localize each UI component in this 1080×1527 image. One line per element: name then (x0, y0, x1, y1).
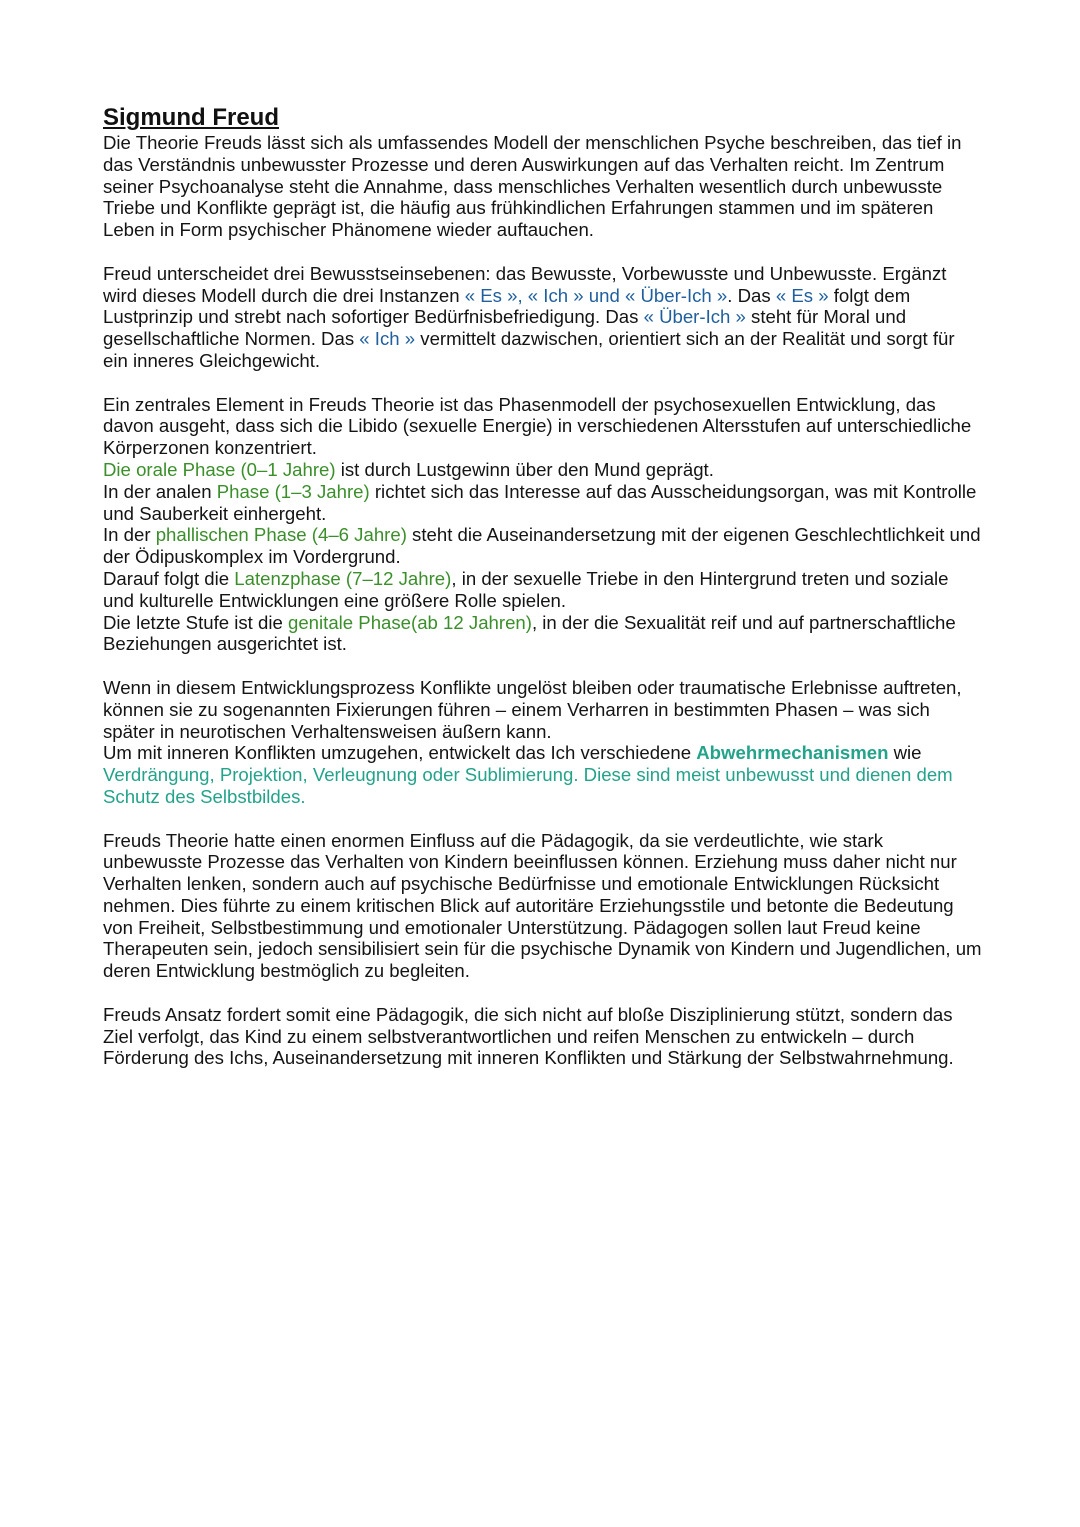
paragraph-fazit: Freuds Ansatz fordert somit eine Pädagogik, die sich nicht auf bloße Disziplinierung stützt, sondern das Ziel verfolgt, das Kind zu einem selbstverantwortlichen und reifen Menschen zu entwickeln – durch Förderung des Ichs, Auseinandersetzung mit inneren Konflikten und Stärkung der Selbstwahrnehmung. (103, 1003, 954, 1069)
paragraph-instanzen (103, 263, 983, 372)
highlight-latenzphase: Latenzphase (7–12 Jahre) (234, 567, 452, 589)
text-segment: , in der die Sexualität reif und auf partnerschaftliche Beziehungen ausgerichtet ist. (103, 611, 956, 655)
line-phallische-phase (103, 524, 983, 568)
highlight-ich: « Ich » (359, 328, 416, 350)
text-segment: In der analen (103, 480, 217, 502)
paragraph-paedagogik: Freuds Theorie hatte einen enormen Einfluss auf die Pädagogik, da sie verdeutlichte, wie stark unbewusste Prozesse das Verhalten von Kindern beeinflussen können. Erziehung muss daher nicht nur Verhalten lenken, sondern auch auf psychische Bedürfnisse und emotionale Entwicklungen Rücksicht nehmen. Dies führte zu einem kritischen Blick auf autoritäre Erziehungsstile und betonte die Bedeutung von Freiheit, Selbstbestimmung und emotionaler Unterstützung. Pädagogen sollen laut Freud keine Therapeuten sein, jedoch sensibilisiert sein für die psychische Dynamik von Kindern und Jugendlichen, um deren Entwicklung bestmöglich zu begleiten. (103, 829, 982, 982)
highlight-es: « Es » (775, 284, 829, 306)
highlight-orale-phase: Die orale Phase (0–1 Jahre) (103, 458, 336, 480)
text-segment: In der (103, 524, 156, 546)
text-segment: richtet sich das Interesse auf das Ausscheidungsorgan, was mit Kontrolle und Sauberkeit einhergeht. (103, 480, 977, 524)
text-segment: , in der sexuelle Triebe in den Hintergrund treten und soziale und kulturelle Entwicklungen eine größere Rolle spielen. (103, 567, 949, 611)
highlight-abwehrmechanismen: Abwehrmechanismen (696, 742, 889, 764)
text-segment: wie (888, 742, 922, 764)
text-segment: . Das (727, 284, 776, 306)
paragraph-fixierungen: Wenn in diesem Entwicklungsprozess Konflikte ungelöst bleiben oder traumatische Erlebnisse auftreten, können sie zu sogenannten Fixierungen führen – einem Verharren in bestimmten Phasen – was sich später in neurotischen Verhaltensweisen äußern kann. (103, 676, 962, 742)
text-segment: Darauf folgt die (103, 567, 235, 589)
text-segment: ist durch Lustgewinn über den Mund geprägt. (335, 458, 714, 480)
paragraph-intro: Die Theorie Freuds lässt sich als umfassendes Modell der menschlichen Psyche beschreiben, das tief in das Verständnis unbewusster Prozesse und deren Auswirkungen auf das Verhalten reicht. Im Zentrum seiner Psychoanalyse steht die Annahme, dass menschliches Verhalten wesentlich durch unbewusste Triebe und Konflikte geprägt ist, die häufig aus frühkindlichen Erfahrungen stammen und im späteren Leben in Form psychischer Phänomene wieder auftauchen. (103, 132, 962, 241)
paragraph-gap (103, 241, 983, 263)
page-title: Sigmund Freud (103, 104, 279, 131)
line-genitale-phase (103, 612, 983, 656)
text-segment: steht die Auseinandersetzung mit der eigenen Geschlechtlichkeit und der Ödipuskomplex im Vordergrund. (103, 524, 981, 568)
highlight-instanzen: « Es », « Ich » und « Über-Ich » (464, 284, 728, 306)
line-orale-phase (103, 459, 983, 481)
highlight-mechanismen: Verdrängung, Projektion, Verleugnung oder Sublimierung. Diese sind meist unbewusst und dienen dem Schutz des Selbstbildes. (103, 764, 953, 807)
paragraph-gap (103, 655, 983, 677)
line-anale-phase (103, 481, 983, 525)
document-page (103, 104, 983, 1069)
highlight-ueber-ich: « Über-Ich » (643, 306, 746, 328)
text-segment: Die letzte Stufe ist die (103, 611, 288, 633)
paragraph-phasen-intro: Ein zentrales Element in Freuds Theorie ist das Phasenmodell der psychosexuellen Entwicklung, das davon ausgeht, dass sich die Libido (sexuelle Energie) in verschiedenen Altersstufen auf unterschiedliche Körperzonen konzentriert. (103, 393, 972, 459)
text-segment: vermittelt dazwischen, orientiert sich an der Realität und sorgt für ein inneres Gleichgewicht. (103, 328, 955, 371)
text-segment: steht für Moral und gesellschaftliche Normen. Das (103, 306, 907, 350)
paragraph-abwehrmechanismen (103, 742, 983, 807)
text-segment: folgt dem Lustprinzip und strebt nach sofortiger Bedürfnisbefriedigung. Das (103, 284, 911, 328)
paragraph-gap (103, 982, 983, 1004)
line-latenzphase (103, 568, 983, 612)
highlight-anale-phase: Phase (1–3 Jahre) (216, 480, 370, 502)
text-segment: Freud unterscheidet drei Bewusstseinsebenen: das Bewusste, Vorbewusste und Unbewusste. Ergänzt wird dieses Modell durch die drei Instanzen (103, 262, 947, 306)
highlight-phallische-phase: phallischen Phase (4–6 Jahre) (155, 524, 407, 546)
highlight-genitale-phase: genitale Phase(ab 12 Jahren) (288, 611, 532, 633)
paragraph-gap (103, 372, 983, 394)
text-segment: Um mit inneren Konflikten umzugehen, entwickelt das Ich verschiedene (103, 742, 697, 764)
paragraph-gap (103, 808, 983, 830)
